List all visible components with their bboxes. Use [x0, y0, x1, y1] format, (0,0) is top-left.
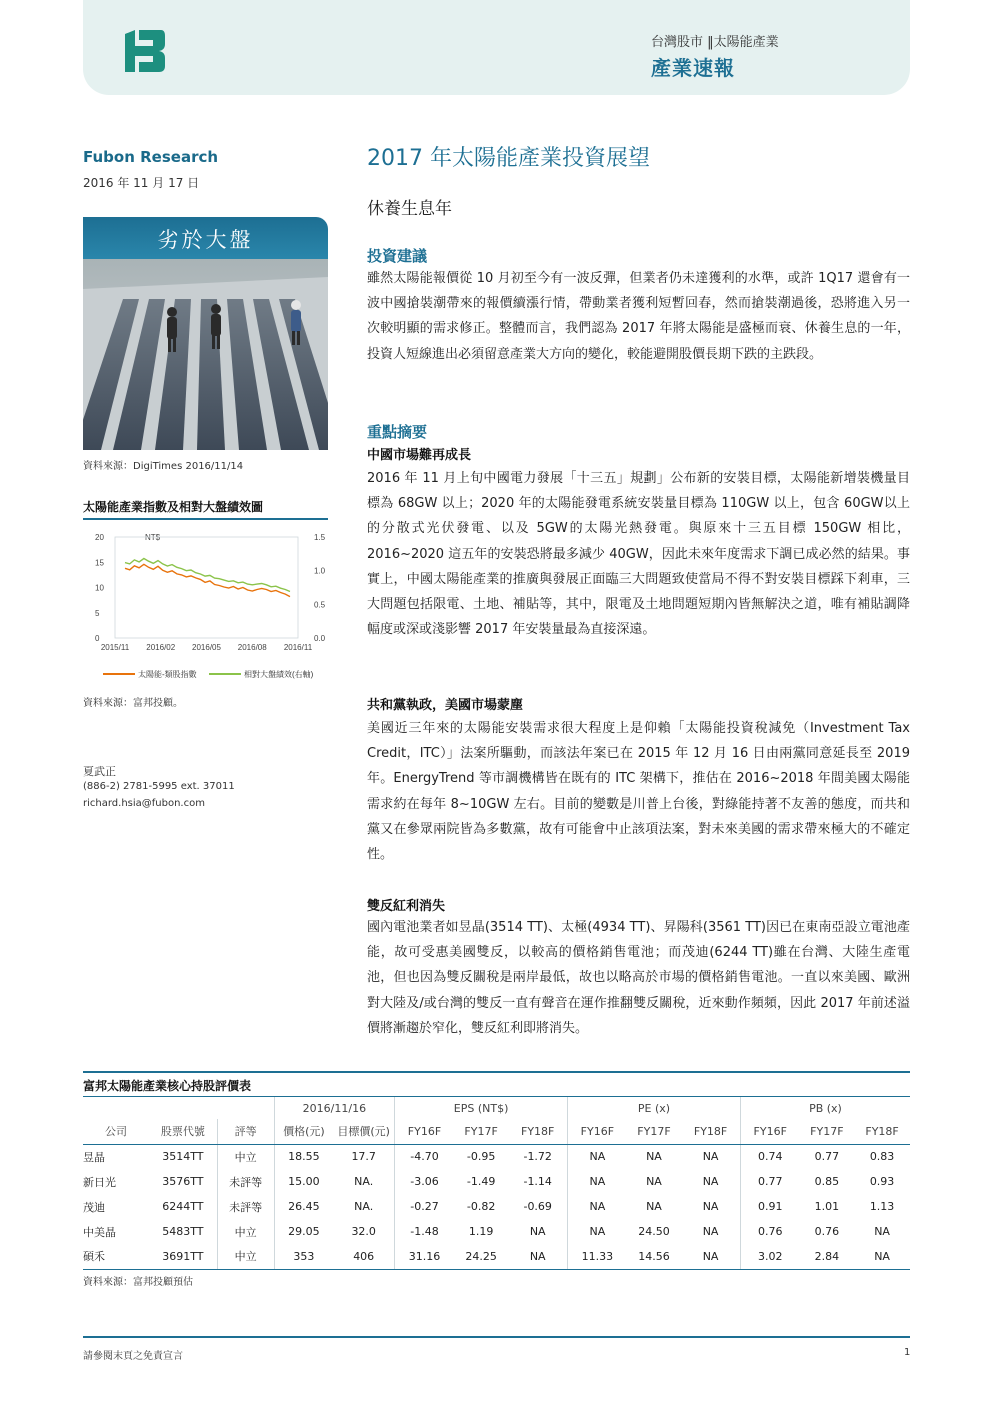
table-cell: -0.95: [466, 1150, 496, 1164]
table-column-header-row: [83, 1119, 910, 1144]
analyst-name: 夏武正: [83, 765, 116, 778]
table-cell: 0.91: [740, 1194, 799, 1219]
table-cell: NA: [854, 1244, 910, 1269]
footer-rule: [83, 1336, 910, 1338]
table-cell: 14.56: [627, 1244, 682, 1269]
table-cell: 0.93: [869, 1175, 895, 1188]
china-market-heading: 中國市場難再成長: [367, 448, 472, 463]
table-cell: NA: [529, 1225, 546, 1238]
table-cell: 18.55: [274, 1144, 333, 1169]
table-column-header: 價格(元): [274, 1119, 333, 1144]
table-column-header: FY17F: [454, 1119, 509, 1144]
table-cell: 24.25: [454, 1244, 509, 1269]
group-header-pb: PB (x): [740, 1097, 910, 1119]
table-column-header: FY16F: [395, 1119, 454, 1144]
chart-y-left-tick: 20: [95, 533, 104, 542]
china-market-text: 2016 年 11 月上旬中國電力發展「十三五」規劃」公布新的安裝目標，太陽能新增裝機量目標為 68GW 以上；2020 年的太陽能發電系統安裝量目標為 110GW 以上，包含 60GW以上的分散式光伏發電、以及 5GW的太陽光熱發電。與原來十三五目標 150GW 相比，2016~2020 這五年的安裝恐將最多減少 40GW，因此未來年度需求下調已成必然的結果。事實上，中國太陽能產業的推廣與發展正面臨三大問題致使當局不得不對安裝目標踩下剎車，三大問題包括限電、土地、補貼等，其中，限電及土地問題短期內皆無解決之道，唯有補貼調降幅度或深或淺影響 2017 年安裝量最為直接深遠。: [367, 471, 910, 638]
table-column-header: FY18F: [681, 1119, 740, 1144]
chart-source: 資料來源：富邦投顧。: [83, 698, 183, 709]
table-cell: 中立: [217, 1244, 274, 1269]
chart-y-right-tick: 1.0: [314, 566, 326, 576]
chart-series-line-0: [125, 564, 290, 596]
page-number: 1: [904, 1347, 911, 1358]
chart-legend-label-1: 相對大盤績效(右軸): [244, 670, 314, 679]
table-cell: -3.06: [395, 1169, 454, 1194]
table-cell: -0.27: [395, 1194, 454, 1219]
table-cell: 2.84: [800, 1244, 855, 1269]
table-row: [83, 1219, 910, 1244]
table-row: [83, 1244, 910, 1269]
chart-series-line-1: [125, 559, 290, 592]
table-cell: NA: [646, 1150, 662, 1164]
chart-y-left-tick: 5: [95, 608, 100, 618]
fubon-logo: [121, 28, 165, 74]
table-cell: -1.49: [466, 1175, 496, 1188]
table-cell: 中立: [217, 1219, 274, 1244]
table-body: [83, 1144, 910, 1269]
table-cell: 1.19: [468, 1225, 494, 1238]
sector-index-chart: [83, 520, 328, 688]
table-cell: 31.16: [395, 1244, 454, 1269]
key-points-heading: 重點摘要: [367, 423, 428, 441]
table-cell: -0.69: [523, 1200, 552, 1213]
table-cell: 353: [274, 1244, 333, 1269]
table-cell: NA: [646, 1200, 662, 1213]
table-cell: 0.77: [740, 1169, 799, 1194]
footer-disclaimer: 請參閱末頁之免責宣言: [83, 1351, 183, 1362]
analyst-email[interactable]: richard.hsia@fubon.com: [83, 798, 205, 809]
chart-plot-area: [115, 537, 298, 638]
table-cell: NA: [874, 1225, 890, 1238]
chart-title: 太陽能產業指數及相對大盤績效圖: [83, 498, 328, 520]
table-cell: 1.13: [869, 1200, 895, 1213]
valuation-table-title: 富邦太陽能產業核心持股評價表: [83, 1071, 910, 1097]
table-cell: 26.45: [274, 1194, 333, 1219]
table-cell: 0.76: [814, 1225, 840, 1238]
chart-y-right-tick: 1.5: [314, 533, 326, 542]
chart-y-right-tick: 0.5: [314, 600, 326, 610]
chart-x-tick: 2015/11: [100, 643, 130, 652]
table-cell: 未評等: [217, 1169, 274, 1194]
table-cell: NA: [681, 1244, 740, 1269]
table-column-header: 評等: [217, 1119, 274, 1144]
solar-panel-photo: [83, 259, 328, 450]
table-row: [83, 1144, 910, 1169]
rating-label: 劣於大盤: [83, 217, 328, 259]
valuation-table-section: [83, 1071, 910, 1288]
investment-advice-text: 雖然太陽能報價從 10 月初至今有一波反彈，但業者仍未達獲利的水準，或許 1Q17 還會有一波中國搶裝潮帶來的報價續漲行情，帶動業者獲利短暫回春，然而搶裝潮過後，恐將進入另一次較明顯的需求修正。整體而言，我們認為 2017 年將太陽能是盛極而衰、休養生息的一年，投資人短線進出必須留意產業大方向的變化，較能避開股價長期下跌的主跌段。: [367, 271, 910, 362]
table-cell: NA: [568, 1144, 627, 1169]
table-row: [83, 1169, 910, 1194]
table-column-header: 公司: [83, 1119, 149, 1144]
table-cell: -4.70: [395, 1144, 454, 1169]
table-cell: -1.48: [395, 1219, 454, 1244]
table-column-header: FY16F: [568, 1119, 627, 1144]
table-cell: -1.14: [523, 1175, 552, 1188]
table-cell: 0.76: [740, 1219, 799, 1244]
table-cell: 24.50: [638, 1225, 670, 1238]
table-cell: NA.: [354, 1175, 374, 1188]
table-cell: NA: [702, 1175, 719, 1188]
table-cell: 3514TT: [162, 1150, 204, 1164]
table-column-header: 目標價(元): [333, 1119, 394, 1144]
chart-x-tick: 2016/11: [283, 643, 313, 652]
anti-dumping-text: 國內電池業者如昱晶(3514 TT)、太極(4934 TT)、昇陽科(3561 TT)因已在東南亞設立電池產能，故可受惠美國雙反，以較高的價格銷售電池；而茂迪(6244 TT)雖在台灣、大陸生產電池，但也因為雙反關稅是兩岸最低，故也以略高於市場的價格銷售電池。一直以來美國、歐洲對大陸及/或台灣的雙反一直有聲音在運作推翻雙反關稅，近來動作頻頻，因此 2017 年前述溢價將漸趨於窄化，雙反紅利即將消失。: [367, 920, 910, 1036]
table-cell: NA: [646, 1175, 662, 1188]
table-cell: 406: [333, 1244, 394, 1269]
chart-unit-label: NT$: [145, 533, 161, 542]
table-cell: 29.05: [274, 1219, 333, 1244]
report-title: 2017 年太陽能產業投資展望: [367, 146, 650, 171]
group-header-pe: PE (x): [568, 1097, 741, 1119]
chart-legend-label-0: 太陽能-類股指數: [138, 670, 197, 679]
table-cell: NA: [702, 1150, 719, 1164]
header-title: 產業速報: [651, 56, 735, 80]
table-cell: 0.85: [814, 1175, 840, 1188]
report-subtitle: 休養生息年: [367, 199, 452, 219]
table-cell: 中立: [217, 1144, 274, 1169]
page-header: [83, 0, 910, 95]
brand-name: Fubon Research: [83, 148, 219, 166]
table-row: [83, 1194, 910, 1219]
table-cell: 中美晶: [83, 1225, 116, 1239]
chart-x-tick: 2016/02: [146, 643, 176, 652]
table-cell: NA: [568, 1219, 627, 1244]
table-cell: 碩禾: [83, 1244, 149, 1269]
table-cell: 32.0: [351, 1225, 376, 1238]
chart-x-tick: 2016/08: [237, 643, 267, 652]
table-cell: NA: [568, 1169, 627, 1194]
chart-y-left-tick: 10: [95, 583, 104, 593]
table-cell: 11.33: [568, 1244, 627, 1269]
us-market-heading: 共和黨執政，美國市場蒙塵: [367, 698, 524, 713]
us-market-text: 美國近三年來的太陽能安裝需求很大程度上是仰賴「太陽能投資稅減免（Investment Tax Credit，ITC）」法案所驅動，而該法年案已在 2015 年 12 月 16 日由兩黨同意延長至 2019 年。EnergyTrend 等市調機構皆在既有的 ITC 架構下，推估在 2016~2018 年間美國太陽能需求約在每年 8~10GW 左右。目前的變數是川普上台後，對綠能持著不友善的態度，而共和黨又在參眾兩院皆為多數黨，故有可能會中止該項法案，對未來美國的需求帶來極大的不確定性。: [367, 721, 910, 863]
table-cell: 新日光: [83, 1175, 116, 1189]
group-header-price: 2016/11/16: [274, 1097, 395, 1119]
table-cell: 6244TT: [162, 1200, 204, 1213]
table-cell: NA: [702, 1225, 719, 1238]
table-group-header-row: [83, 1097, 910, 1119]
table-cell: 茂迪: [83, 1200, 105, 1214]
table-cell: -1.72: [523, 1150, 552, 1164]
report-date: 2016 年 11 月 17 日: [83, 176, 200, 190]
table-cell: 0.83: [869, 1150, 895, 1164]
chart-y-left-tick: 0: [95, 634, 100, 643]
table-cell: 15.00: [274, 1169, 333, 1194]
table-column-header: FY18F: [508, 1119, 567, 1144]
table-cell: 5483TT: [162, 1225, 204, 1238]
photo-source: 資料來源：DigiTimes 2016/11/14: [83, 461, 244, 472]
header-subtitle: 台灣股市 ‖太陽能產業: [651, 35, 779, 50]
table-cell: 未評等: [217, 1194, 274, 1219]
table-cell: 3.02: [740, 1244, 799, 1269]
investment-advice-heading: 投資建議: [367, 247, 428, 265]
table-cell: NA: [568, 1194, 627, 1219]
table-cell: 17.7: [351, 1150, 376, 1164]
group-header-eps: EPS (NT$): [395, 1097, 568, 1119]
table-source: 資料來源：富邦投顧預估: [83, 1276, 193, 1288]
table-cell: 3576TT: [162, 1175, 204, 1188]
valuation-table: [83, 1097, 910, 1270]
chart-x-tick: 2016/05: [192, 643, 221, 652]
table-cell: 昱晶: [83, 1150, 105, 1164]
table-cell: 0.77: [814, 1150, 840, 1164]
table-cell: NA.: [354, 1200, 374, 1213]
table-column-header: FY17F: [627, 1119, 682, 1144]
table-column-header: 股票代號: [149, 1119, 217, 1144]
table-column-header: FY17F: [800, 1119, 855, 1144]
table-cell: 3691TT: [149, 1244, 217, 1269]
rating-box: [83, 217, 328, 450]
table-cell: 0.74: [740, 1144, 799, 1169]
anti-dumping-heading: 雙反紅利消失: [367, 899, 446, 914]
chart-y-right-tick: 0.0: [314, 634, 326, 643]
chart-y-left-tick: 15: [95, 558, 104, 568]
table-column-header: FY18F: [854, 1119, 910, 1144]
table-cell: -0.82: [466, 1200, 496, 1213]
table-cell: 1.01: [814, 1200, 840, 1213]
table-cell: NA: [508, 1244, 567, 1269]
table-cell: NA: [702, 1200, 719, 1213]
analyst-phone: (886-2) 2781-5995 ext. 37011: [83, 781, 235, 792]
table-column-header: FY16F: [740, 1119, 799, 1144]
